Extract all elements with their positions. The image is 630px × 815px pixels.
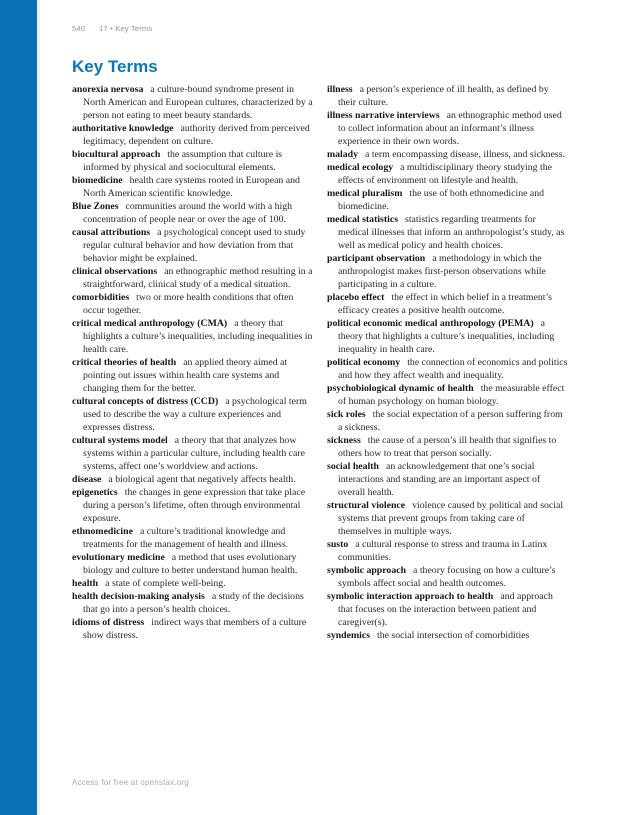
glossary-term: social health xyxy=(327,461,379,472)
glossary-definition: an ethnographic method resulting in a straightforward, clinical study of a medical situation. xyxy=(83,266,313,290)
glossary-definition: and approach that focuses on the interaction between patient and caregiver(s). xyxy=(338,591,553,628)
glossary-definition: a theory that highlights a culture’s inequalities, including inequalities in health care. xyxy=(83,318,313,355)
glossary-term: medical statistics xyxy=(327,214,399,225)
glossary-definition: the social intersection of comorbidities xyxy=(377,630,530,641)
glossary-term: causal attributions xyxy=(72,227,151,238)
glossary-term: health xyxy=(72,578,99,589)
glossary-term: symbolic approach xyxy=(327,565,407,576)
glossary-definition: the changes in gene expression that take place during a person’s lifetime, often through environmental exposure. xyxy=(83,487,306,524)
glossary-entry xyxy=(327,148,568,161)
glossary-entry xyxy=(327,499,568,538)
glossary-term: psychobiological dynamic of health xyxy=(327,383,474,394)
glossary-definition: a psychological term used to describe the way a culture experiences and expresses distress. xyxy=(83,396,307,433)
glossary-term: biomedicine xyxy=(72,175,123,186)
glossary-term: placebo effect xyxy=(327,292,385,303)
glossary-definition: a methodology in which the anthropologist makes first-person observations while participating in a culture. xyxy=(338,253,546,290)
glossary-term: biocultural approach xyxy=(72,149,161,160)
glossary-entry xyxy=(327,460,568,499)
glossary-definition: a multidisciplinary theory studying the effects of environment on lifestyle and health. xyxy=(338,162,552,186)
glossary-term: sickness xyxy=(327,435,361,446)
glossary-entry xyxy=(72,577,313,590)
glossary-term: cultural concepts of distress (CCD) xyxy=(72,396,219,407)
glossary-definition: a method that uses evolutionary biology and culture to better understand human health. xyxy=(83,552,298,576)
glossary-entry xyxy=(327,83,568,109)
glossary-entry xyxy=(72,265,313,291)
glossary-definition: a culture-bound syndrome present in North American and European cultures, characterized by a person not eating to meet beauty standards. xyxy=(83,84,313,121)
page-content xyxy=(72,0,568,642)
glossary-definition: a culture’s traditional knowledge and treatments for the management of health and illness. xyxy=(83,526,289,550)
glossary-entry xyxy=(72,83,313,122)
chapter-running-title: 17 • Key Terms xyxy=(99,24,153,33)
glossary-entry xyxy=(72,551,313,577)
glossary-entry xyxy=(72,174,313,200)
glossary-definition: an applied theory aimed at pointing out issues within health care systems and changing them for the better. xyxy=(83,357,288,394)
glossary-term: Blue Zones xyxy=(72,201,119,212)
glossary-entry xyxy=(72,616,313,642)
glossary-columns xyxy=(72,83,568,642)
glossary-definition: the connection of economics and politics and how they affect wealth and inequality. xyxy=(338,357,568,381)
glossary-term: participant observation xyxy=(327,253,426,264)
glossary-definition: the social expectation of a person suffering from a sickness. xyxy=(338,409,563,433)
glossary-term: idioms of distress xyxy=(72,617,145,628)
glossary-entry xyxy=(72,434,313,473)
glossary-definition: the use of both ethnomedicine and biomedicine. xyxy=(338,188,545,212)
glossary-entry xyxy=(327,109,568,148)
glossary-definition: two or more health conditions that often occur together. xyxy=(83,292,294,316)
glossary-definition: a study of the decisions that go into a person’s health choices. xyxy=(83,591,304,615)
glossary-definition: the assumption that culture is informed by physical and sociocultural elements. xyxy=(83,149,283,173)
glossary-term: susto xyxy=(327,539,349,550)
glossary-entry xyxy=(327,317,568,356)
glossary-definition: a term encompassing disease, illness, and sickness. xyxy=(365,149,566,160)
glossary-term: structural violence xyxy=(327,500,406,511)
glossary-term: critical medical anthropology (CMA) xyxy=(72,318,228,329)
glossary-entry xyxy=(72,486,313,525)
glossary-term: symbolic interaction approach to health xyxy=(327,591,494,602)
glossary-entry xyxy=(72,122,313,148)
glossary-term: political economic medical anthropology (PEMA) xyxy=(327,318,534,329)
glossary-definition: authority derived from perceived legitimacy, dependent on culture. xyxy=(83,123,310,147)
glossary-column-left xyxy=(72,83,313,642)
glossary-entry xyxy=(72,148,313,174)
glossary-entry xyxy=(72,590,313,616)
glossary-term: illness xyxy=(327,84,353,95)
glossary-definition: the cause of a person’s ill health that signifies to others how to treat that person socially. xyxy=(338,435,557,459)
glossary-column-right xyxy=(327,83,568,642)
glossary-term: evolutionary medicine xyxy=(72,552,165,563)
glossary-entry xyxy=(327,187,568,213)
glossary-entry xyxy=(72,525,313,551)
glossary-definition: statistics regarding treatments for medical illnesses that inform an anthropologist’s study, as well as medical policy and health choices. xyxy=(338,214,565,251)
page-number: 540 xyxy=(72,24,86,33)
glossary-term: authoritative knowledge xyxy=(72,123,174,134)
glossary-entry xyxy=(327,356,568,382)
page-title: Key Terms xyxy=(72,57,158,76)
glossary-definition: indirect ways that members of a culture show distress. xyxy=(83,617,307,641)
page-edge-bar xyxy=(0,0,40,815)
glossary-entry xyxy=(72,200,313,226)
glossary-entry xyxy=(327,629,568,642)
running-header xyxy=(72,24,568,33)
glossary-term: sick roles xyxy=(327,409,366,420)
glossary-definition: a cultural response to stress and trauma in Latinx communities. xyxy=(338,539,548,563)
glossary-entry xyxy=(327,590,568,629)
glossary-definition: a person’s experience of ill health, as defined by their culture. xyxy=(338,84,549,108)
glossary-term: epigenetics xyxy=(72,487,118,498)
page-footer: Access for free at openstax.org xyxy=(72,778,189,787)
glossary-term: medical ecology xyxy=(327,162,394,173)
glossary-definition: violence caused by political and social systems that prevent groups from taking care of themselves in multiple ways. xyxy=(338,500,564,537)
glossary-entry xyxy=(72,291,313,317)
glossary-definition: communities around the world with a high concentration of people near or over the age of 100. xyxy=(83,201,293,225)
glossary-definition: an ethnographic method used to collect information about an informant’s illness experience in their own words. xyxy=(338,110,562,147)
glossary-definition: a state of complete well-being. xyxy=(105,578,226,589)
glossary-definition: a biological agent that negatively affects health. xyxy=(108,474,296,485)
glossary-term: clinical observations xyxy=(72,266,158,277)
glossary-entry xyxy=(327,291,568,317)
glossary-term: comorbidities xyxy=(72,292,130,303)
glossary-term: disease xyxy=(72,474,102,485)
glossary-term: malady xyxy=(327,149,359,160)
glossary-definition: the effect in which belief in a treatment’s efficacy creates a positive health outcome. xyxy=(338,292,552,316)
glossary-entry xyxy=(327,538,568,564)
glossary-definition: a theory focusing on how a culture’s symbols affect social and health outcomes. xyxy=(338,565,556,589)
glossary-entry xyxy=(72,395,313,434)
glossary-definition: health care systems rooted in European and North American scientific knowledge. xyxy=(83,175,300,199)
glossary-entry xyxy=(327,213,568,252)
glossary-term: medical pluralism xyxy=(327,188,403,199)
glossary-entry xyxy=(327,382,568,408)
glossary-term: illness narrative interviews xyxy=(327,110,440,121)
glossary-definition: an acknowledgement that one’s social interactions and standing are an important aspect of overall health. xyxy=(338,461,541,498)
glossary-entry xyxy=(327,161,568,187)
glossary-term: syndemics xyxy=(327,630,371,641)
glossary-definition: the measurable effect of human psychology on human biology. xyxy=(338,383,565,407)
glossary-entry xyxy=(327,252,568,291)
glossary-definition: a theory that highlights a culture’s inequalities, including inequality in health care. xyxy=(338,318,555,355)
glossary-entry xyxy=(327,564,568,590)
glossary-entry xyxy=(72,356,313,395)
glossary-term: political economy xyxy=(327,357,401,368)
glossary-term: anorexia nervosa xyxy=(72,84,144,95)
glossary-entry xyxy=(72,317,313,356)
glossary-term: critical theories of health xyxy=(72,357,177,368)
glossary-entry xyxy=(327,434,568,460)
glossary-entry xyxy=(327,408,568,434)
glossary-definition: a theory that that analyzes how systems within a particular culture, including health care systems, affect one’s worldview and actions. xyxy=(83,435,305,472)
glossary-term: cultural systems model xyxy=(72,435,168,446)
glossary-term: ethnomedicine xyxy=(72,526,133,537)
glossary-term: health decision-making analysis xyxy=(72,591,205,602)
glossary-entry xyxy=(72,473,313,486)
glossary-definition: a psychological concept used to study regular cultural behavior and how deviation from that behavior might be explained. xyxy=(83,227,306,264)
glossary-entry xyxy=(72,226,313,265)
